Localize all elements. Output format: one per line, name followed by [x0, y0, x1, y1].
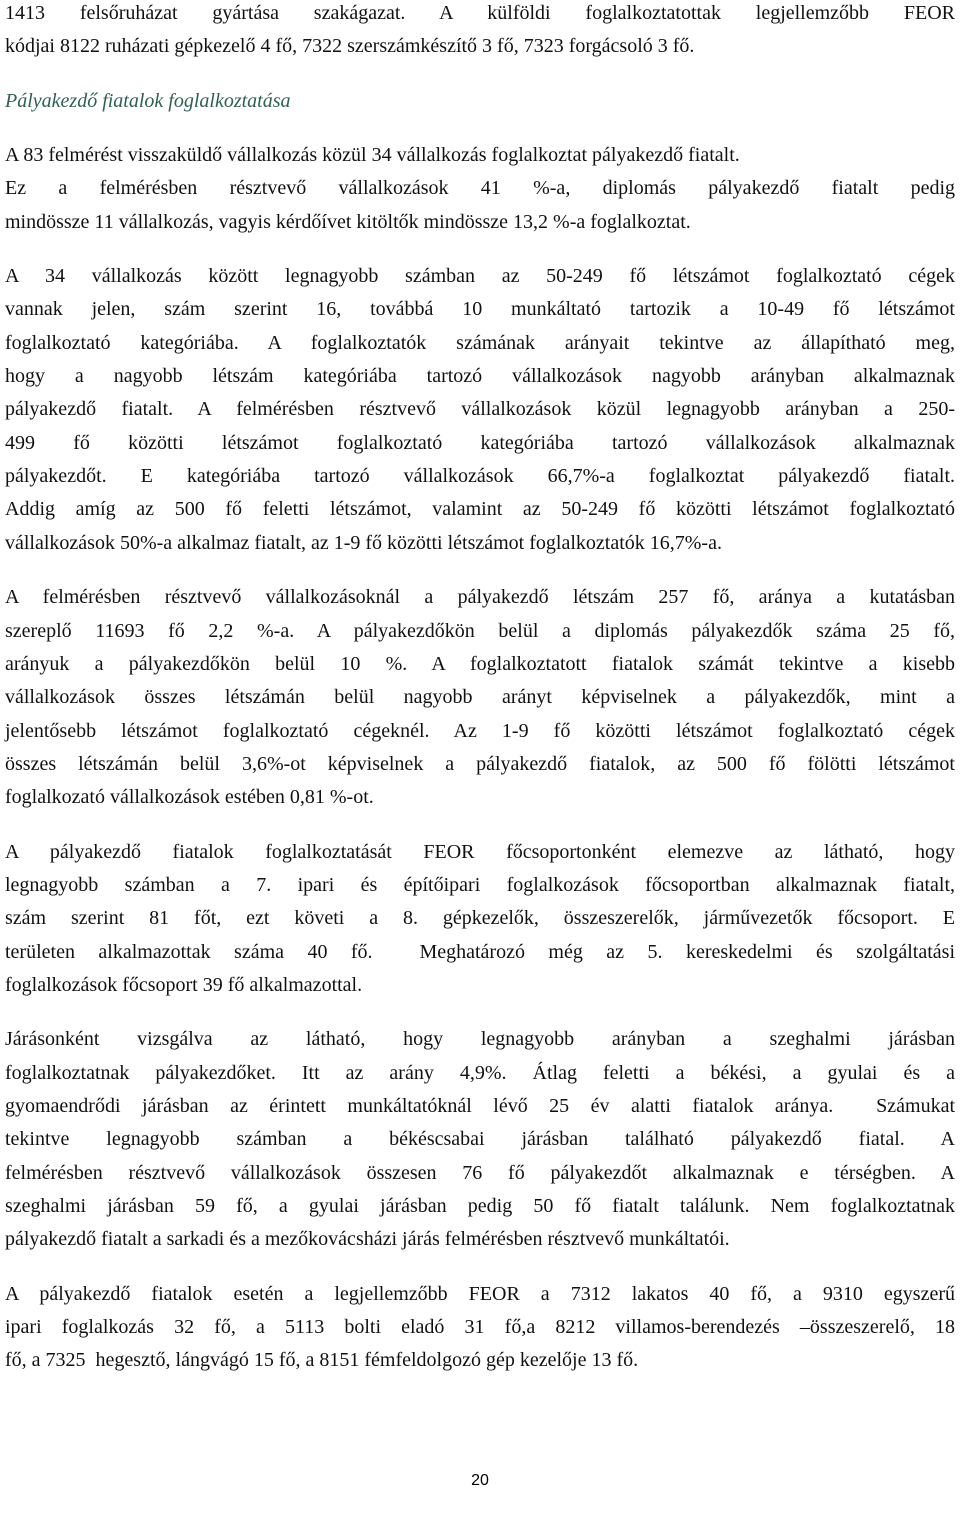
section-heading: Pályakezdő fiatalok foglalkoztatása	[5, 89, 291, 112]
text-line: 499 fő közötti létszámot foglalkoztató kategóriába tartozó vállalkozások alkalmaznak	[5, 431, 955, 454]
text-line: A felmérésben résztvevő vállalkozásoknál a pályakezdő létszám 257 fő, aránya a kutatásban	[5, 586, 955, 609]
text-line: pályakezdőt. E kategóriába tartozó vállalkozások 66,7%-a foglalkoztat pályakezdő fiatalt.	[5, 465, 955, 488]
text-line: Ez a felmérésben résztvevő vállalkozások 41 %-a, diplomás pályakezdő fiatalt pedig	[5, 177, 955, 200]
text-line: vállalkozások 50%-a alkalmaz fiatalt, az 1-9 fő közötti létszámot foglalkoztatók 16,7%-a.	[5, 531, 722, 554]
document-page	[5, 0, 955, 1399]
text-line: jelentősebb létszámot foglalkoztató cégeknél. Az 1-9 fő közötti létszámot foglalkoztató cégek	[5, 719, 955, 742]
paragraph	[5, 836, 955, 1003]
text-line: kódjai 8122 ruházati gépkezelő 4 fő, 7322 szerszámkészítő 3 fő, 7323 forgácsoló 3 fő.	[5, 35, 695, 58]
text-line: pályakezdő fiatalt a sarkadi és a mezőkovácsházi járás felmérésben résztvevő munkáltatói.	[5, 1228, 730, 1251]
text-line: A 83 felmérést visszaküldő vállalkozás közül 34 vállalkozás foglalkoztat pályakezdő fiatalt.	[5, 144, 740, 167]
paragraph	[5, 1023, 955, 1256]
text-line: szeghalmi járásban 59 fő, a gyulai járásban pedig 50 fő fiatalt találunk. Nem foglalkoztatnak	[5, 1195, 955, 1217]
paragraph	[5, 260, 955, 560]
text-line: foglalkozató vállalkozások estében 0,81 %-ot.	[5, 786, 374, 809]
text-line: ipari foglalkozás 32 fő, a 5113 bolti eladó 31 fő,a 8212 villamos-berendezés –összeszerelő, 18	[5, 1316, 955, 1339]
text-line: szereplő 11693 fő 2,2 %-a. A pályakezdőkön belül a diplomás pályakezdők száma 25 fő,	[5, 619, 955, 642]
paragraph	[5, 1278, 955, 1378]
paragraph	[5, 581, 955, 814]
text-line: legnagyobb számban a 7. ipari és építőipari foglalkozások főcsoportban alkalmaznak fiatalt,	[5, 873, 955, 896]
text-line: 1413 felsőruházat gyártása szakágazat. A külföldi foglalkoztatottak legjellemzőbb FEOR	[5, 2, 955, 24]
text-line: vállalkozások összes létszámán belül nagyobb arányt képviselnek a pályakezdők, mint a	[5, 686, 955, 709]
text-line: pályakezdő fiatalt. A felmérésben résztvevő vállalkozások közül legnagyobb arányban a 250-	[5, 398, 955, 421]
page-number: 20	[471, 1472, 489, 1489]
text-line: A pályakezdő fiatalok esetén a legjellemzőbb FEOR a 7312 lakatos 40 fő, a 9310 egyszerű	[5, 1282, 955, 1305]
text-line: mindössze 11 vállalkozás, vagyis kérdőívet kitöltők mindössze 13,2 %-a foglalkoztat.	[5, 210, 691, 233]
text-line: tekintve legnagyobb számban a békéscsabai járásban található pályakezdő fiatal. A	[5, 1128, 955, 1151]
text-line: vannak jelen, szám szerint 16, továbbá 10 munkáltató tartozik a 10-49 fő létszámot	[5, 298, 955, 321]
text-line: A pályakezdő fiatalok foglalkoztatását FEOR főcsoportonként elemezve az látható, hogy	[5, 840, 955, 863]
text-line: hogy a nagyobb létszám kategóriába tartozó vállalkozások nagyobb arányban alkalmaznak	[5, 365, 955, 388]
section-heading-block	[5, 85, 955, 118]
text-line: fő, a 7325 hegesztő, lángvágó 15 fő, a 8151 fémfeldolgozó gép kezelője 13 fő.	[5, 1349, 639, 1372]
text-line: A 34 vállalkozás között legnagyobb számban az 50-249 fő létszámot foglalkoztató cégek	[5, 265, 955, 288]
text-line: Addig amíg az 500 fő feletti létszámot, valamint az 50-249 fő közötti létszámot foglalkoztató	[5, 498, 955, 521]
text-line: területen alkalmazottak száma 40 fő. Meghatározó még az 5. kereskedelmi és szolgáltatási	[5, 940, 955, 963]
text-line: felmérésben résztvevő vállalkozások összesen 76 fő pályakezdőt alkalmaznak e térségben. A	[5, 1161, 955, 1184]
text-line: foglalkoztató kategóriába. A foglalkoztatók számának arányait tekintve az állapítható meg,	[5, 331, 955, 354]
text-line: foglalkozások főcsoport 39 fő alkalmazottal.	[5, 973, 363, 996]
text-line: gyomaendrődi járásban az érintett munkáltatóknál lévő 25 év alatti fiatalok aránya. Számukat	[5, 1094, 955, 1117]
text-line: összes létszámán belül 3,6%-ot képviselnek a pályakezdő fiatalok, az 500 fő fölötti létszámot	[5, 752, 955, 775]
text-line: arányuk a pályakezdőkön belül 10 %. A foglalkoztatott fiatalok számát tekintve a kisebb	[5, 652, 955, 675]
text-line: szám szerint 81 főt, ezt követi a 8. gépkezelők, összeszerelők, járművezetők főcsoport. E	[5, 907, 955, 930]
text-line: foglalkoztatnak pályakezdőket. Itt az arány 4,9%. Átlag feletti a békési, a gyulai és a	[5, 1061, 955, 1084]
text-line: Járásonként vizsgálva az látható, hogy legnagyobb arányban a szeghalmi járásban	[5, 1028, 955, 1051]
paragraph	[5, 139, 955, 239]
paragraph-continued	[5, 0, 955, 64]
